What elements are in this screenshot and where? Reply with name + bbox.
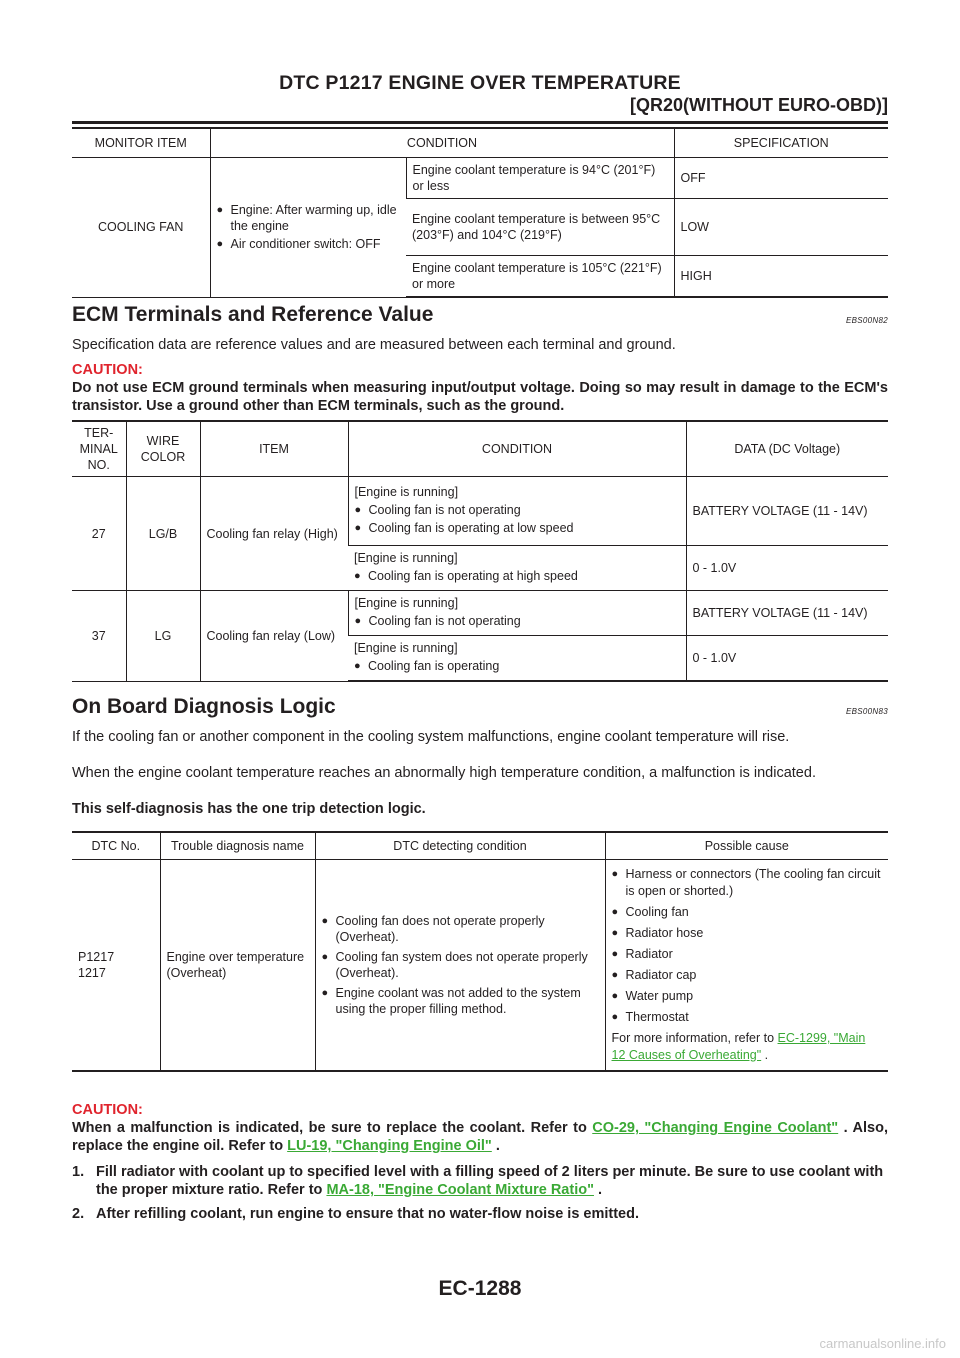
table-row [72,860,888,1072]
dtc-table [72,831,888,1072]
list-item: ● Cooling fan [612,904,883,921]
list-item: ● Radiator cap [612,967,883,984]
step-text: After refilling coolant, run engine to ensure that no water-flow noise is emitted. [96,1206,639,1222]
step-number: 2. [72,1206,85,1222]
data-cell: 0 - 1.0V [686,636,888,682]
header-cell: DTC detecting condition [315,832,605,860]
data-cell: 0 - 1.0V [686,546,888,591]
page-subtitle: [QR20(WITHOUT EURO-OBD)] [630,95,888,115]
dtc-table-header [72,832,888,860]
caution-label: CAUTION: [72,362,143,378]
possible-cause-cell [605,860,888,1072]
step-text-body: Fill radiator with coolant up to specified level with a filling speed of 2 liters per minute. Be sure to use coolant with the proper mixture ratio. Refer to [96,1164,884,1198]
header-cell: DATA (DC Voltage) [686,421,888,477]
list-item: ● Harness or connectors (The cooling fan circuit is open or shorted.) [612,866,883,900]
obd-para-2: When the engine coolant temperature reaches an abnormally high temperature condition, a malfunction is indicated. [72,765,816,781]
page-title: DTC P1217 ENGINE OVER TEMPERATURE [279,72,681,94]
condition-cell [348,546,686,591]
list-item: ● Cooling fan system does not operate properly (Overheat). [322,949,599,981]
header-cell: DTC No. [72,832,160,860]
overheating-causes-link[interactable]: EC-1299, "Main 12 Causes of Overheating" [611,1031,866,1062]
monitor-table [72,127,888,298]
header-cell: WIRE COLOR [126,421,200,477]
list-item: ● Cooling fan is operating [354,658,680,674]
dtc-no-alt: 1217 [78,966,106,980]
detecting-condition-cell [315,860,605,1072]
table-row [72,477,888,546]
list-item: ● Thermostat [612,1009,883,1026]
page-number: EC-1288 [438,1277,522,1300]
list-item: ● Cooling fan is not operating [355,502,680,518]
condition-cell: Engine coolant temperature is 105°C (221°F) or more [406,256,674,298]
condition-cell [348,591,686,636]
terminal-cell: 27 [72,477,126,591]
engine-oil-link[interactable]: LU-19, "Changing Engine Oil" [287,1138,492,1154]
header-cell: CONDITION [348,421,686,477]
table-row [72,591,888,636]
condition-title: [Engine is running] [354,485,459,499]
condition-cell: Engine coolant temperature is between 95°C (203°F) and 104°C (219°F) [406,199,674,256]
step-text-suffix: . [593,1182,603,1198]
header-cell: TER-MINAL NO. [72,421,126,477]
spec-cell: LOW [674,199,888,256]
ecm-terminal-table [72,420,888,682]
condition-title: [Engine is running] [354,596,459,610]
caution-text-2: . Also, replace the engine oil. Refer to [72,1120,888,1154]
list-item: ● Engine coolant was not added to the system using the proper filling method. [322,985,599,1017]
item-cell: Cooling fan relay (High) [200,477,348,591]
list-item: ● Air conditioner switch: OFF [217,236,400,252]
data-cell: BATTERY VOLTAGE (11 - 14V) [686,477,888,546]
coolant-link[interactable]: CO-29, "Changing Engine Coolant" [592,1120,839,1136]
header-cell: SPECIFICATION [674,128,888,158]
section-title-ecm: ECM Terminals and Reference Value [72,303,434,326]
condition-cell [348,477,686,546]
header-cell: ITEM [200,421,348,477]
caution-text [72,1119,888,1155]
caution-label: CAUTION: [72,1102,143,1118]
spec-cell: HIGH [674,256,888,298]
monitor-condition-cell [210,158,406,298]
condition-cell [348,636,686,682]
data-cell: BATTERY VOLTAGE (11 - 14V) [686,591,888,636]
obd-para-1: If the cooling fan or another component in the cooling system malfunctions, engine coolant temperature will rise. [72,729,790,745]
caution-text-3: . [491,1138,500,1154]
spec-cell: OFF [674,158,888,199]
condition-cell: Engine coolant temperature is 94°C (201°F) or less [406,158,674,199]
table-row [72,158,888,199]
item-cell: Cooling fan relay (Low) [200,591,348,682]
more-info [612,1030,883,1064]
header-cell: Possible cause [605,832,888,860]
terminal-cell: 37 [72,591,126,682]
ecm-intro: Specification data are reference values and are measured between each terminal and ground. [72,337,676,353]
caution-text: Do not use ECM ground terminals when measuring input/output voltage. Doing so may result in damage to the ECM's transistor. Use a ground other than ECM terminals, such as the ground. [72,380,888,414]
more-info-prefix: For more information, refer to [611,1031,778,1045]
section-code: EBS00N82 [846,316,888,325]
step-text [96,1163,888,1199]
list-item: ● Radiator hose [612,925,883,942]
list-item: ● Cooling fan is not operating [355,613,680,629]
monitor-table-header [72,128,888,158]
section-code: EBS00N83 [846,707,888,716]
header-cell: CONDITION [210,128,674,158]
list-item: ● Cooling fan does not operate properly (Overheat). [322,913,599,945]
header-cell: MONITOR ITEM [72,128,210,158]
list-item: ● Cooling fan is operating at low speed [355,520,680,536]
condition-title: [Engine is running] [354,641,458,655]
section-title-obd: On Board Diagnosis Logic [72,695,336,718]
dtc-no-cell [72,860,160,1072]
ecm-table-header [72,421,888,477]
header-rule [72,121,888,124]
condition-title: [Engine is running] [354,551,458,565]
obd-para-3: This self-diagnosis has the one trip detection logic. [72,801,426,817]
step-2 [72,1205,888,1223]
step-1 [72,1163,888,1199]
caution-text-1: When a malfunction is indicated, be sure to replace the coolant. Refer to [72,1120,593,1136]
list-item: ● Engine: After warming up, idle the engine [217,202,400,234]
header-cell: Trouble diagnosis name [160,832,315,860]
mixture-ratio-link[interactable]: MA-18, "Engine Coolant Mixture Ratio" [326,1182,594,1198]
dtc-no: P1217 [78,950,115,964]
step-number: 1. [72,1164,85,1180]
monitor-item-cell: COOLING FAN [72,158,210,298]
list-item: ● Cooling fan is operating at high speed [354,568,680,584]
list-item: ● Radiator [612,946,883,963]
wire-color-cell: LG [126,591,200,682]
trouble-name-cell: Engine over temperature (Overheat) [160,860,315,1072]
watermark: carmanualsonline.info [819,1336,946,1351]
more-info-suffix: . [761,1048,769,1062]
wire-color-cell: LG/B [126,477,200,591]
list-item: ● Water pump [612,988,883,1005]
